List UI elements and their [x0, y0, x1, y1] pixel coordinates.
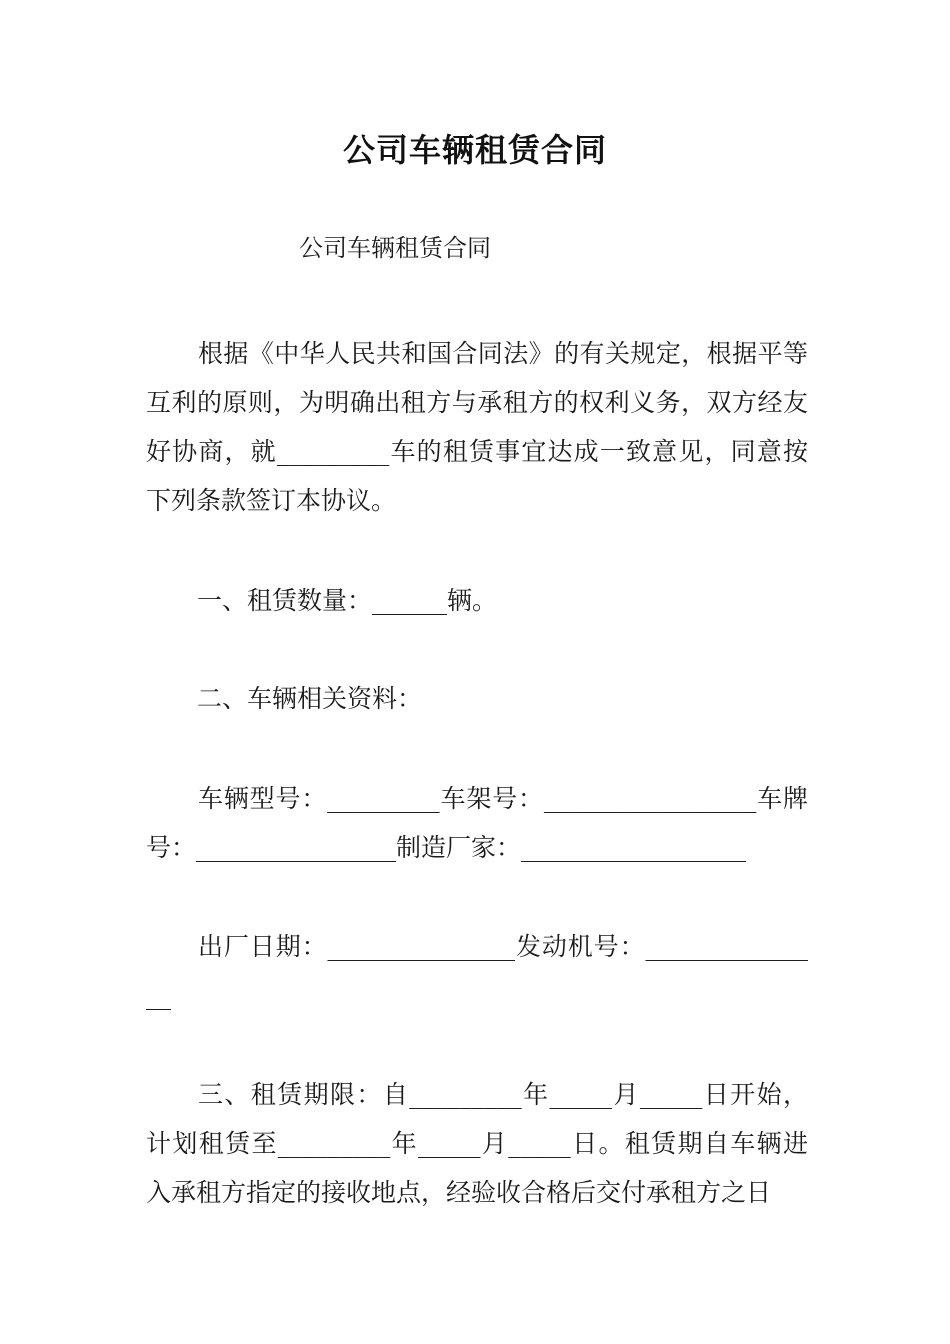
- clause-vehicle-details-heading: 二、车辆相关资料：: [197, 684, 423, 713]
- document-title: 公司车辆租赁合同: [342, 131, 607, 169]
- intro-paragraph: 根据《中华人民共和国合同法》的有关规定，根据平等互利的原则，为明确出租方与承租方的权利义务，双方经友好协商，就_________车的租赁事宜达成一致意见，同意按下列条款签订本协议。: [146, 339, 808, 515]
- vehicle-info-paragraph: 车辆型号：_________车架号：_________________车牌号：________________制造厂家：__________________: [146, 784, 808, 862]
- clause-rental-quantity: 一、租赁数量：______辆。: [197, 586, 498, 615]
- factory-info-paragraph: 出厂日期：_______________发动机号：_______________: [146, 932, 808, 1010]
- document-subtitle: 公司车辆租赁合同: [299, 234, 491, 262]
- clause-rental-period: 三、租赁期限：自_________年_____月_____日开始，计划租赁至_________年_____月_____日。租赁期自车辆进入承租方指定的接收地点，经验收合格后交付承租方之日: [146, 1080, 808, 1207]
